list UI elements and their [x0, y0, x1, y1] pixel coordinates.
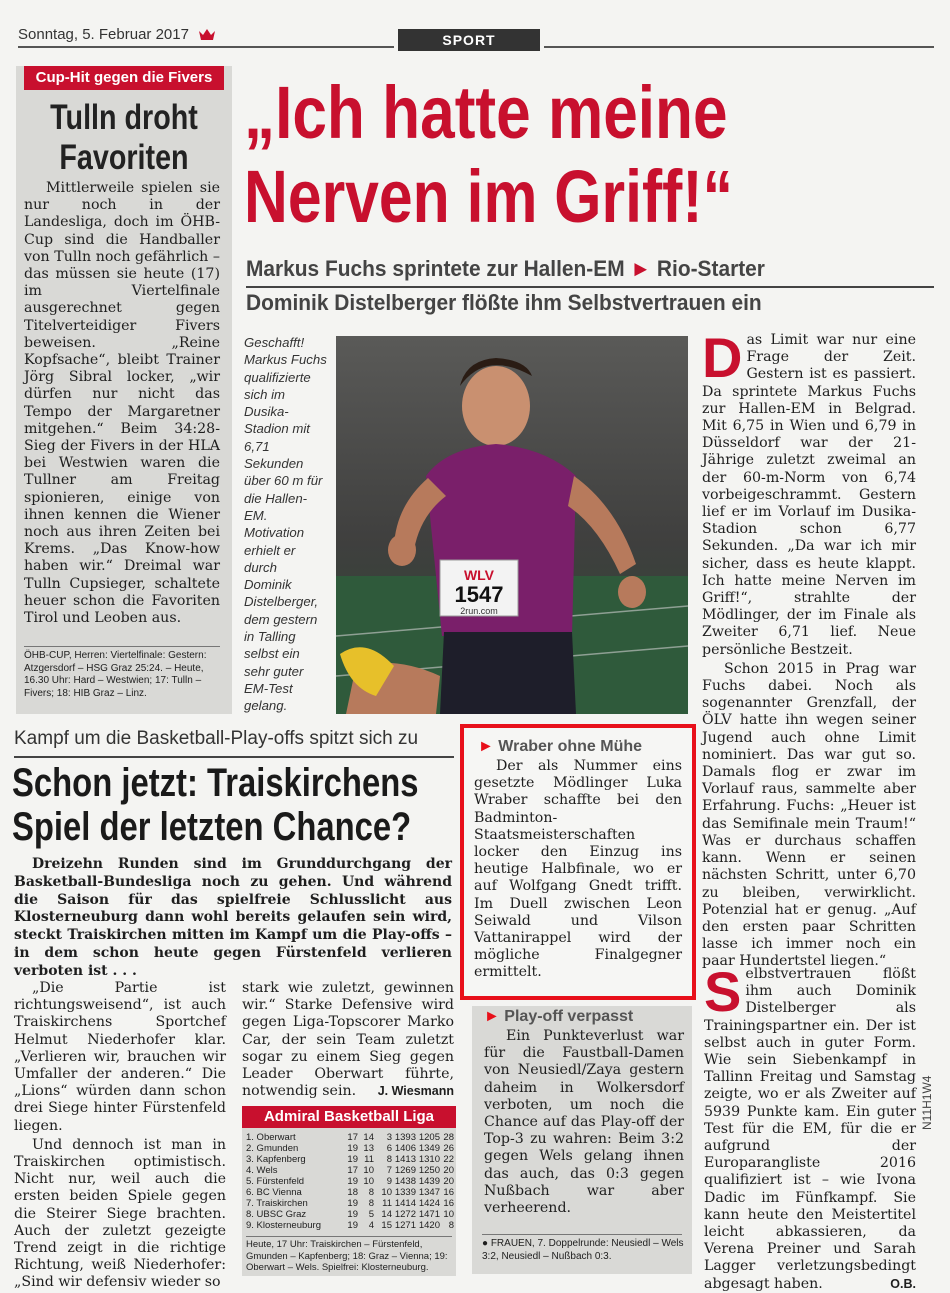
main-headline [244, 70, 934, 240]
header-rule-left [18, 46, 394, 48]
athlete-photo [336, 336, 688, 714]
table-cell: 1413 [394, 1154, 416, 1165]
table-cell: 1471 [418, 1209, 440, 1220]
article-kicker [24, 66, 224, 90]
title-line-2: Favoriten [59, 138, 189, 177]
wraber-highlight-frame [460, 724, 696, 1000]
playoff-box [472, 1006, 692, 1274]
col1-text: as Limit war nur eine Frage der Zeit. Gestern ist es passiert. Da sprintete Markus Fuchs zur Hallen-EM in Belgrad. Mit 6,75 in Wien und 6,79 in Düsseldorf war der 21-Jährige zuletzt zweimal an der 60-m-Norm von 6,74 vorbeigeschrammt. Gestern lief er im Vorlauf im Dusika-Stadion schon 6,77 Sekunden. „Da war ich mir sicher, dass es heute klappt. Ich hatte meine Nerven im Griff!“, strahlte der Mödlinger, der im Finale als Zweiter 6,71 lief. Neue persönliche Bestzeit. [702, 332, 916, 658]
playoff-results: ● FRAUEN, 7. Doppelrunde: Neusiedl – Wels 3:2, Neusiedl – Nußbach 0:3. [482, 1238, 684, 1262]
header-rule-right [544, 46, 934, 48]
table-cell: 11 [364, 1154, 374, 1165]
basket-col1 [14, 980, 226, 1292]
table-cell: 10 [363, 1165, 374, 1176]
table-cell: 16 [443, 1187, 454, 1198]
team-name: 2. Gmunden [246, 1143, 299, 1154]
basket-col1-para2: Und dennoch ist man in Traiskirchen optimistisch. Nicht nur, weil auch die ersten beiden Spiele gegen die Steirer Siege brachten. Auch der zuletzt gezeigte Trend zeigt in die richtige Richtung, weiß Niederhofer: „Sind wir defensiv wieder so [14, 1136, 226, 1291]
bib-number: 1547 [454, 582, 504, 607]
page-header [0, 0, 950, 52]
subhead-line-2: Dominik Distelberger flößte ihm Selbstvertrauen ein [246, 290, 762, 315]
basket-kicker-rule [14, 756, 454, 758]
league-table [242, 1106, 456, 1276]
team-name: 1. Oberwart [246, 1132, 296, 1143]
table-cell: 19 [347, 1154, 358, 1165]
table-cell: 1269 [394, 1165, 416, 1176]
league-table-row [246, 1165, 454, 1176]
league-table-row [246, 1187, 454, 1198]
table-cell: 1310 [418, 1154, 440, 1165]
table-cell: 19 [347, 1220, 358, 1231]
table-cell: 8 [448, 1220, 454, 1231]
bib-url: 2run.com [460, 606, 498, 616]
headline-line-2: Nerven im Griff!“ [244, 155, 733, 238]
table-cell: 11 [382, 1198, 392, 1209]
dropcap-s: S [704, 960, 742, 1023]
team-name: 7. Traiskirchen [246, 1198, 308, 1209]
title-line-1: Tulln droht [50, 98, 198, 137]
table-cell: 14 [363, 1132, 374, 1143]
table-cell: 15 [381, 1220, 392, 1231]
table-cell: 8 [368, 1198, 374, 1209]
playoff-title [484, 1008, 692, 1026]
league-table-row [246, 1198, 454, 1209]
table-cell: 16 [443, 1198, 454, 1209]
table-cell: 18 [347, 1187, 358, 1198]
table-cell: 1272 [394, 1209, 416, 1220]
table-cell: 8 [368, 1187, 374, 1198]
table-cell: 8 [386, 1154, 392, 1165]
kicker-text: Cup-Hit gegen die Fivers [35, 69, 213, 86]
league-table-title: Admiral Basketball Liga [242, 1106, 456, 1128]
table-cell: 13 [363, 1143, 374, 1154]
league-fixtures: Heute, 17 Uhr: Traiskirchen – Fürstenfeld, Gmunden – Kapfenberg; 18: Graz – Vienna; 19: Oberwart – Wels. Spielfrei: Klosterneuburg. [246, 1239, 448, 1273]
table-cell: 19 [347, 1143, 358, 1154]
playoff-text: Ein Punkteverlust war für die Faustball-Damen von Neusiedl/Zaya gestern daheim in Wolkersdorf verboten, um noch die Chance auf das Play-off der Top-3 zu wahren: Beim 3:2 gegen Wels gelang ihnen das auch, das 0:3 gegen Nußbach war aber verheerend. [484, 1028, 684, 1217]
team-name: 4. Wels [246, 1165, 278, 1176]
team-name: 3. Kapfenberg [246, 1154, 306, 1165]
table-cell: 7 [386, 1165, 392, 1176]
table-cell: 1205 [418, 1132, 440, 1143]
basket-kicker: Kampf um die Basketball-Play-offs spitzt sich zu [14, 728, 419, 749]
article-results: ÖHB-CUP, Herren: Viertelfinale: Gestern: Atzgersdorf – HSG Graz 25:24. – Heute, 16.30 Uhr: Hard – Westwien; 17: Tulln – Fivers; 18: HIB Graz – Linz. [24, 650, 207, 699]
table-cell: 1339 [394, 1187, 416, 1198]
article-title [16, 98, 232, 178]
playoff-title-text: Play-off verpasst [504, 1008, 634, 1025]
col2-author: O.B. [890, 1276, 916, 1291]
basket-headline [12, 760, 458, 852]
basket-headline-line-2: Spiel der letzten Chance? [12, 805, 412, 849]
subhead-arrow-icon: ► [630, 256, 652, 281]
table-cell: 28 [443, 1132, 454, 1143]
wraber-title [478, 738, 682, 756]
league-table-rows [246, 1132, 454, 1232]
table-cell: 5 [368, 1209, 374, 1220]
table-cell: 1271 [394, 1220, 416, 1231]
headline-line-1: „Ich hatte meine [244, 71, 728, 154]
playoff-divider [482, 1234, 682, 1235]
section-label-text: SPORT [442, 32, 496, 48]
league-table-row [246, 1132, 454, 1143]
league-table-row [246, 1209, 454, 1220]
table-cell: 4 [368, 1220, 374, 1231]
margin-code: N11H1W4 [920, 1075, 934, 1130]
wraber-box [474, 738, 682, 988]
basket-col1-text: „Die Partie ist richtungsweisend“, ist auch Traiskirchens Sportchef Helmut Niederhofer klar. „Verlieren wir, brauchen wir Umfaller der anderen.“ Die „Lions“ würden dann schon drei Siege hinter Fürstenfeld liegen. [14, 980, 226, 1134]
table-cell: 22 [443, 1154, 454, 1165]
table-cell: 1406 [394, 1143, 416, 1154]
table-cell: 10 [381, 1187, 392, 1198]
col1-para2: Schon 2015 in Prag war Fuchs dabei. Noch als sogenannter Grenzfall, der ÖLV hatte ihn wegen seiner Jugend auch ohne Limit nominiert. Das war gut so. Damals flog er zwar im Vorlauf raus, sammelte aber Erfahrung. Fuchs: „Heuer ist das Semifinale mein Traum!“ Was er durchaus schaffen kann. Wenn er seinen nächsten Schritt, unter 6,70 zu bleiben, verwirklicht. Potenzial hat er genug. „Auf den ersten paar Schritten lasse ich immer noch ein paar Hundertstel liegen.“ [702, 660, 916, 970]
wraber-arrow-icon: ► [478, 738, 494, 755]
table-cell: 9 [386, 1176, 392, 1187]
results-divider [24, 646, 220, 647]
table-cell: 1420 [418, 1220, 440, 1231]
table-cell: 1439 [418, 1176, 440, 1187]
photo-caption: Geschafft! Markus Fuchs qualifizierte sich im Dusika-Stadion mit 6,71 Sekunden über 60 m für die Hallen-EM. Motivation erhielt er durch Dominik Distelberger, dem gestern in Talling selbst ein sehr guter EM-Test gelang. [244, 335, 327, 714]
table-cell: 10 [443, 1209, 454, 1220]
table-cell: 20 [443, 1165, 454, 1176]
league-table-row [246, 1143, 454, 1154]
table-cell: 17 [347, 1165, 358, 1176]
main-article-col1 [702, 326, 916, 971]
table-cell: 1250 [418, 1165, 440, 1176]
league-table-divider [246, 1236, 452, 1237]
main-article-col2 [704, 960, 916, 1293]
table-cell: 19 [347, 1209, 358, 1220]
subhead-part-b: Rio-Starter [656, 256, 765, 281]
table-cell: 1349 [418, 1143, 440, 1154]
table-cell: 1424 [418, 1198, 440, 1209]
subhead-part-a: Markus Fuchs sprintete zur Hallen-EM [246, 256, 625, 281]
league-table-row [246, 1220, 454, 1231]
dropcap-d: D [702, 326, 743, 389]
table-cell: 10 [363, 1176, 374, 1187]
team-name: 6. BC Vienna [246, 1187, 302, 1198]
table-cell: 1414 [394, 1198, 416, 1209]
crown-icon [198, 27, 216, 41]
basket-col2 [242, 980, 454, 1100]
basket-headline-line-1: Schon jetzt: Traiskirchens [12, 761, 419, 805]
team-name: 8. UBSC Graz [246, 1209, 307, 1220]
table-cell: 17 [347, 1132, 358, 1143]
wraber-title-text: Wraber ohne Mühe [498, 738, 643, 755]
table-cell: 3 [386, 1132, 392, 1143]
table-cell: 1393 [394, 1132, 416, 1143]
table-cell: 20 [443, 1176, 454, 1187]
team-name: 9. Klosterneuburg [246, 1220, 321, 1231]
article-body: Mittlerweile spielen sie nur noch in der Landesliga, doch im ÖHB-Cup sind die Handballer von Tulln noch gefährlich – das müssen sie heute (17) im Viertelfinale ausgerechnet gegen Titelverteidiger Fivers beweisen. „Reine Kopfsache“, bleibt Trainer Jörg Sibral locker, „wir dürfen nur nicht das Tempo der Margaretner mitgehen.“ Beim 34:28-Sieg der Fivers in der HLA bei Westwien waren die Tullner am Freitag spionieren, einige von ihnen kennen die Wiener noch aus ihren Zeiten bei Krems. „Das Know-how haben wir.“ Dreimal war Tulln Cupsieger, schaltete heuer schon die Favoriten Tirol und Leoben aus. [24, 180, 220, 627]
col2-text: elbstvertrauen flößt ihm auch Dominik Distelberger als Trainingspartner ein. Der ist selbst auch in guter Form. Wie sein Siebenkampf in Tallinn Freitag und Samstag zeigte, wo er als Zweiter auf 5939 Punkte kam. Ein guter Test für die EM, für die er aufgrund der Europarangliste 2016 qualifiziert ist – wie Ivona Dadic im Fünfkampf. Sie kann heute den Meistertitel leicht abkassieren, da Verena Preiner und Sarah Lagger verletzungsbedingt abgesagt haben. [704, 966, 916, 1292]
bib-sponsor: WLV [463, 567, 495, 583]
team-name: 5. Fürstenfeld [246, 1176, 305, 1187]
basket-author: J. Wiesmann [377, 1084, 454, 1099]
table-cell: 1438 [394, 1176, 416, 1187]
issue-date: Sonntag, 5. Februar 2017 [18, 26, 189, 43]
wraber-text: Der als Nummer eins gesetzte Mödlinger Luka Wraber schaffte bei den Badminton-Staatsmeisterschaften locker den Einzug ins heutige Halbfinale, wo er auf Wolfgang Gnedt trifft. Im Duell zwischen Leon Seiwald und Vilson Vattanirappel wird der mögliche Finalgegner ermittelt. [474, 758, 682, 981]
table-cell: 1347 [418, 1187, 440, 1198]
basket-lead: Dreizehn Runden sind im Grunddurchgang der Basketball-Bundesliga noch zu gehen. Und während die Saison für das spielfreie Schlusslicht aus Klosterneuburg dann wohl bereits gelaufen sein wird, steckt Traiskirchen mitten im Kampf um die Play-offs – in dem schon heute gegen Fürstenfeld verlieren verboten ist . . . [14, 856, 452, 979]
league-table-row [246, 1154, 454, 1165]
table-cell: 19 [347, 1198, 358, 1209]
league-table-row [246, 1176, 454, 1187]
table-cell: 26 [443, 1143, 454, 1154]
basket-col2-text: stark wie zuletzt, gewinnen wir.“ Starke Defensive wird gegen Liga-Topscorer Marko Car, der sein Team zuletzt sogar zu einem Sieg gegen Leader Oberwart führte, notwendig sein. [242, 980, 454, 1100]
section-label [398, 29, 540, 51]
playoff-arrow-icon: ► [484, 1008, 500, 1025]
table-cell: 6 [386, 1143, 392, 1154]
table-cell: 14 [381, 1209, 392, 1220]
table-cell: 19 [347, 1176, 358, 1187]
subhead-rule [246, 286, 934, 288]
left-sidebar-article [16, 66, 232, 714]
